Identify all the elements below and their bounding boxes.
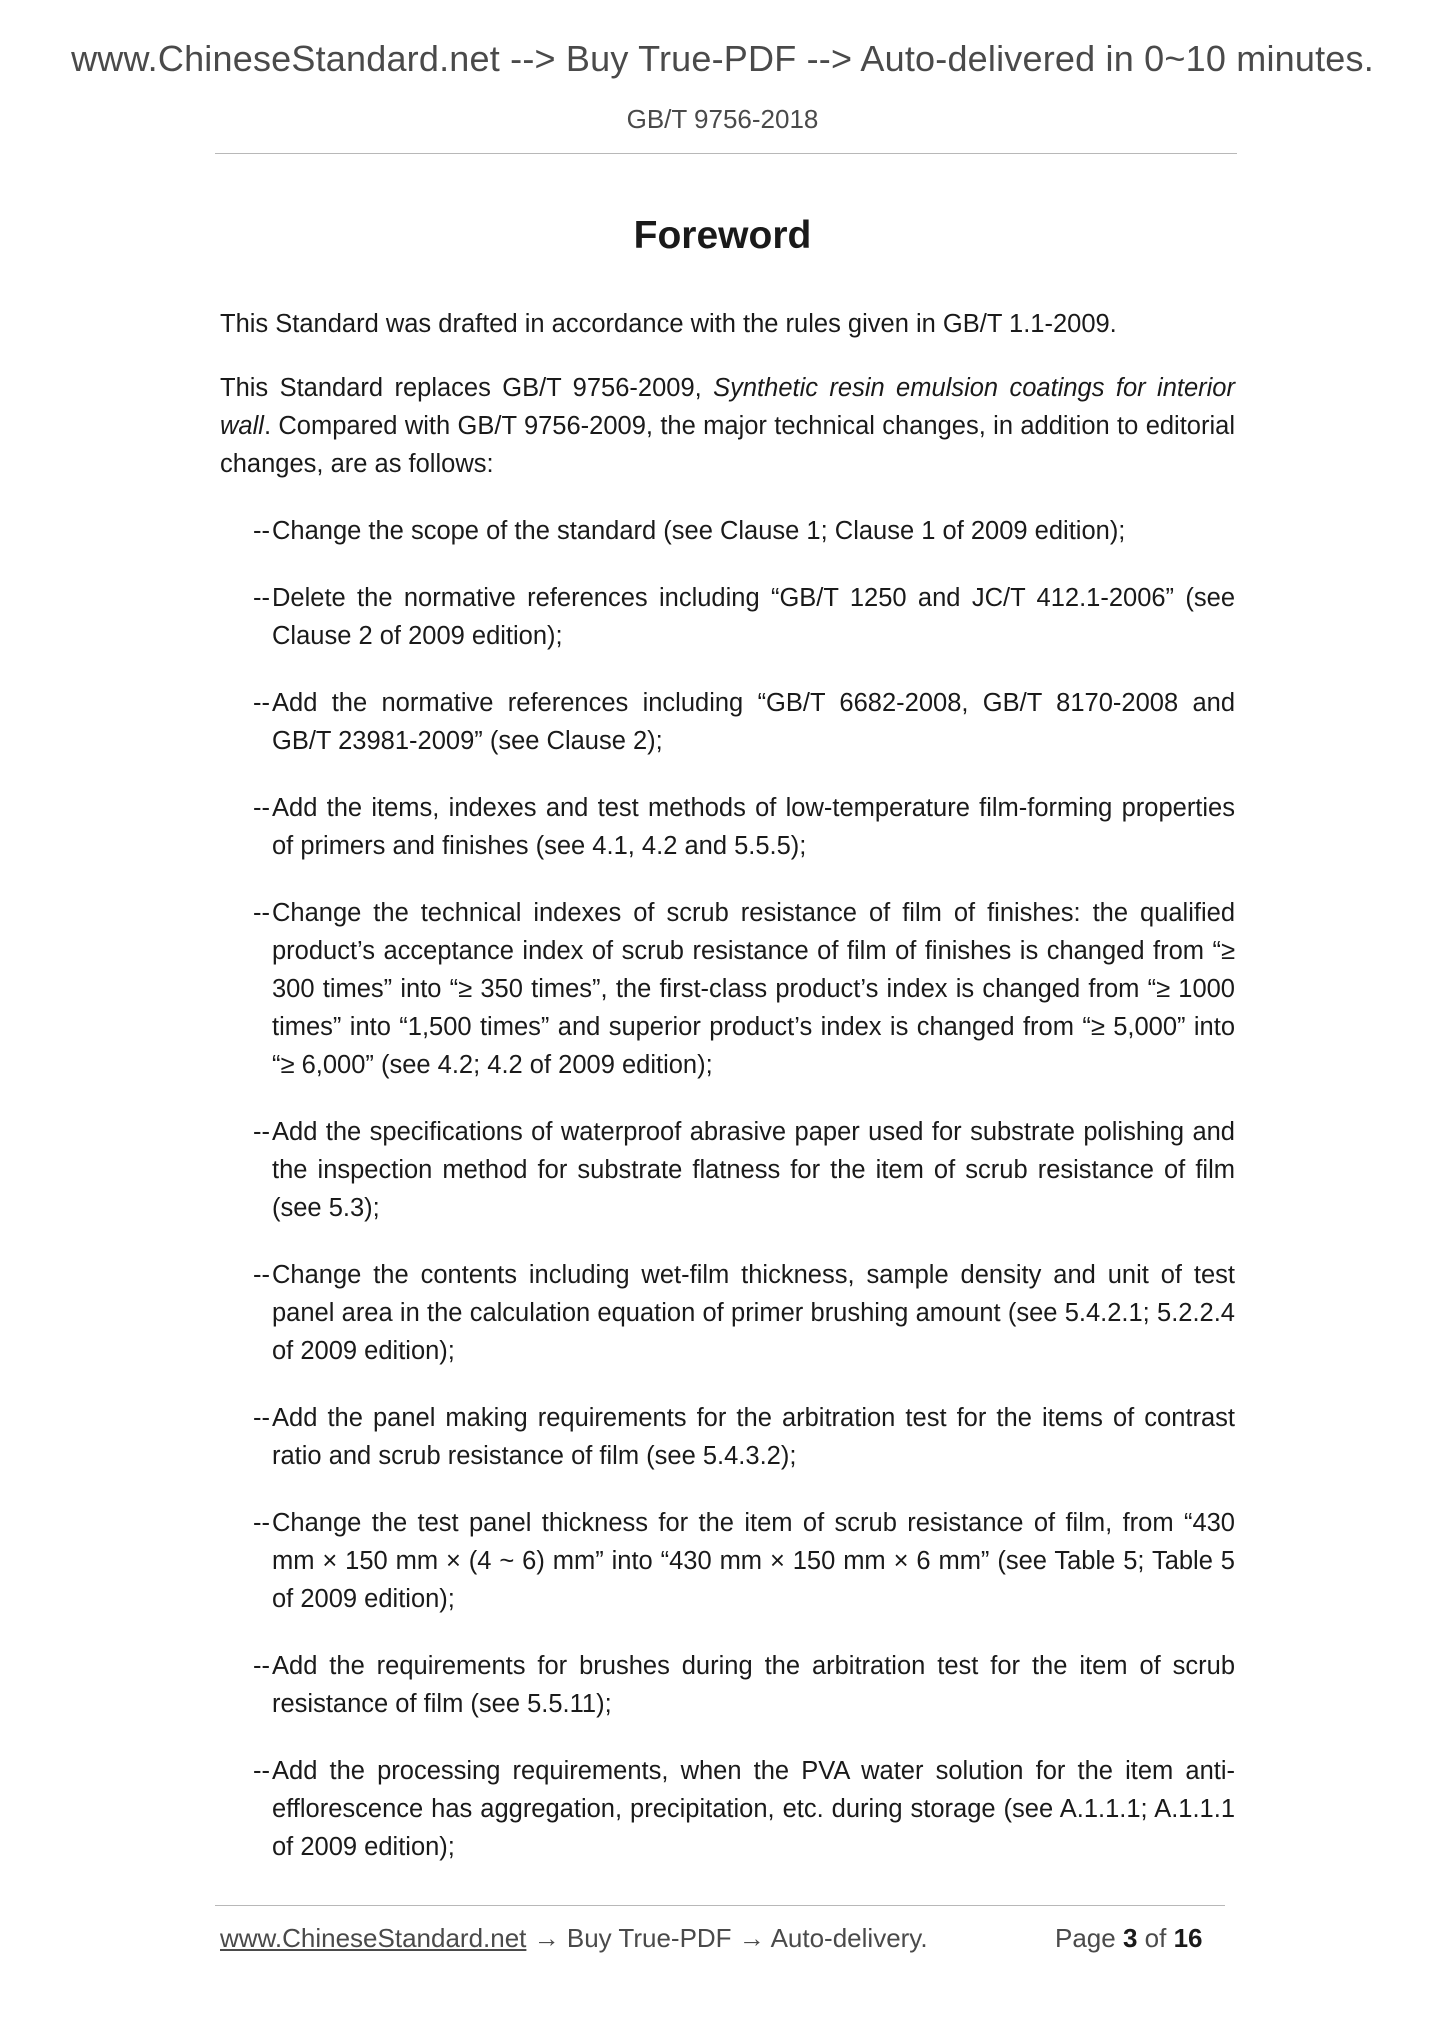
list-item-text: Add the processing requirements, when the PVA water solution for the item anti-efflorescence has aggregation, precipitation, etc. during storage (see A.1.1.1; A.1.1.1 of 2009 edition); [272, 1757, 1235, 1861]
list-item [220, 579, 1235, 655]
list-item [220, 1504, 1235, 1618]
replacement-paragraph [220, 369, 1235, 483]
list-item-text: Delete the normative references including “GB/T 1250 and JC/T 412.1-2006” (see Clause 2 of 2009 edition); [272, 584, 1235, 650]
list-marker: -- [253, 1509, 270, 1537]
list-marker: -- [253, 794, 270, 822]
technical-changes-list [220, 512, 1235, 1866]
replaced-standard-title: Synthetic resin emulsion coatings for interior wall [220, 374, 1235, 440]
list-marker: -- [253, 1261, 270, 1289]
header-banner: www.ChineseStandard.net --> Buy True-PDF --> Auto-delivered in 0~10 minutes. [71, 38, 1374, 79]
footer-promo [220, 1923, 928, 1954]
page-of-label: of [1144, 1923, 1167, 1953]
page-label: Page [1055, 1923, 1116, 1953]
list-item [220, 894, 1235, 1084]
list-item [220, 512, 1235, 550]
page-number [1055, 1923, 1203, 1954]
list-marker: -- [253, 689, 270, 717]
list-item [220, 684, 1235, 760]
list-marker: -- [253, 899, 270, 927]
current-page: 3 [1122, 1923, 1138, 1953]
page-title: Foreword [633, 214, 812, 257]
list-item [220, 1399, 1235, 1475]
list-item-text: Add the normative references including “GB/T 6682-2008, GB/T 8170-2008 and GB/T 23981-2009” (see Clause 2); [272, 689, 1235, 755]
footer-divider [215, 1905, 1225, 1906]
intro-paragraph: This Standard was drafted in accordance with the rules given in GB/T 1.1-2009. [220, 310, 1117, 338]
replacement-text-start: This Standard replaces GB/T 9756-2009, [220, 374, 714, 402]
list-item [220, 1113, 1235, 1227]
replacement-text-end: . Compared with GB/T 9756-2009, the major technical changes, in addition to editorial changes, are as follows: [220, 412, 1235, 478]
list-item-text: Change the technical indexes of scrub resistance of film of finishes: the qualified product’s acceptance index of scrub resistance of film of finishes is changed from “≥ 300 times” into “≥ 350 times”, the first-class product’s index is changed from “≥ 1000 times” into “1,500 times” and superior product’s index is changed from “≥ 5,000” into “≥ 6,000” (see 4.2; 4.2 of 2009 edition); [272, 899, 1235, 1079]
header-divider [215, 153, 1237, 154]
list-item-text: Add the specifications of waterproof abrasive paper used for substrate polishing and the inspection method for substrate flatness for the item of scrub resistance of film (see 5.3); [272, 1118, 1235, 1222]
list-marker: -- [253, 1652, 270, 1680]
list-item-text: Change the test panel thickness for the item of scrub resistance of film, from “430 mm × 150 mm × (4 ~ 6) mm” into “430 mm × 150 mm × 6 mm” (see Table 5; Table 5 of 2009 edition); [272, 1509, 1235, 1613]
list-item [220, 1647, 1235, 1723]
foreword-body [220, 305, 1235, 1895]
footer-promo-text: → Buy True-PDF → Auto-delivery. [526, 1923, 928, 1953]
list-item-text: Add the panel making requirements for the arbitration test for the items of contrast ratio and scrub resistance of film (see 5.4.3.2); [272, 1404, 1235, 1470]
list-marker: -- [253, 584, 270, 612]
list-item-text: Add the items, indexes and test methods of low-temperature film-forming properties of primers and finishes (see 4.1, 4.2 and 5.5.5); [272, 794, 1235, 860]
total-pages: 16 [1173, 1923, 1203, 1953]
list-marker: -- [253, 1404, 270, 1432]
list-marker: -- [253, 517, 270, 545]
list-marker: -- [253, 1118, 270, 1146]
list-item-text: Change the scope of the standard (see Clause 1; Clause 1 of 2009 edition); [272, 517, 1126, 545]
footer-site-link[interactable]: www.ChineseStandard.net [220, 1923, 527, 1953]
list-item [220, 789, 1235, 865]
list-item-text: Change the contents including wet-film thickness, sample density and unit of test panel area in the calculation equation of primer brushing amount (see 5.4.2.1; 5.2.2.4 of 2009 edition); [272, 1261, 1235, 1365]
document-code: GB/T 9756-2018 [626, 104, 819, 134]
list-item-text: Add the requirements for brushes during the arbitration test for the item of scrub resistance of film (see 5.5.11); [272, 1652, 1235, 1718]
list-item [220, 1256, 1235, 1370]
list-item [220, 1752, 1235, 1866]
list-marker: -- [253, 1757, 270, 1785]
